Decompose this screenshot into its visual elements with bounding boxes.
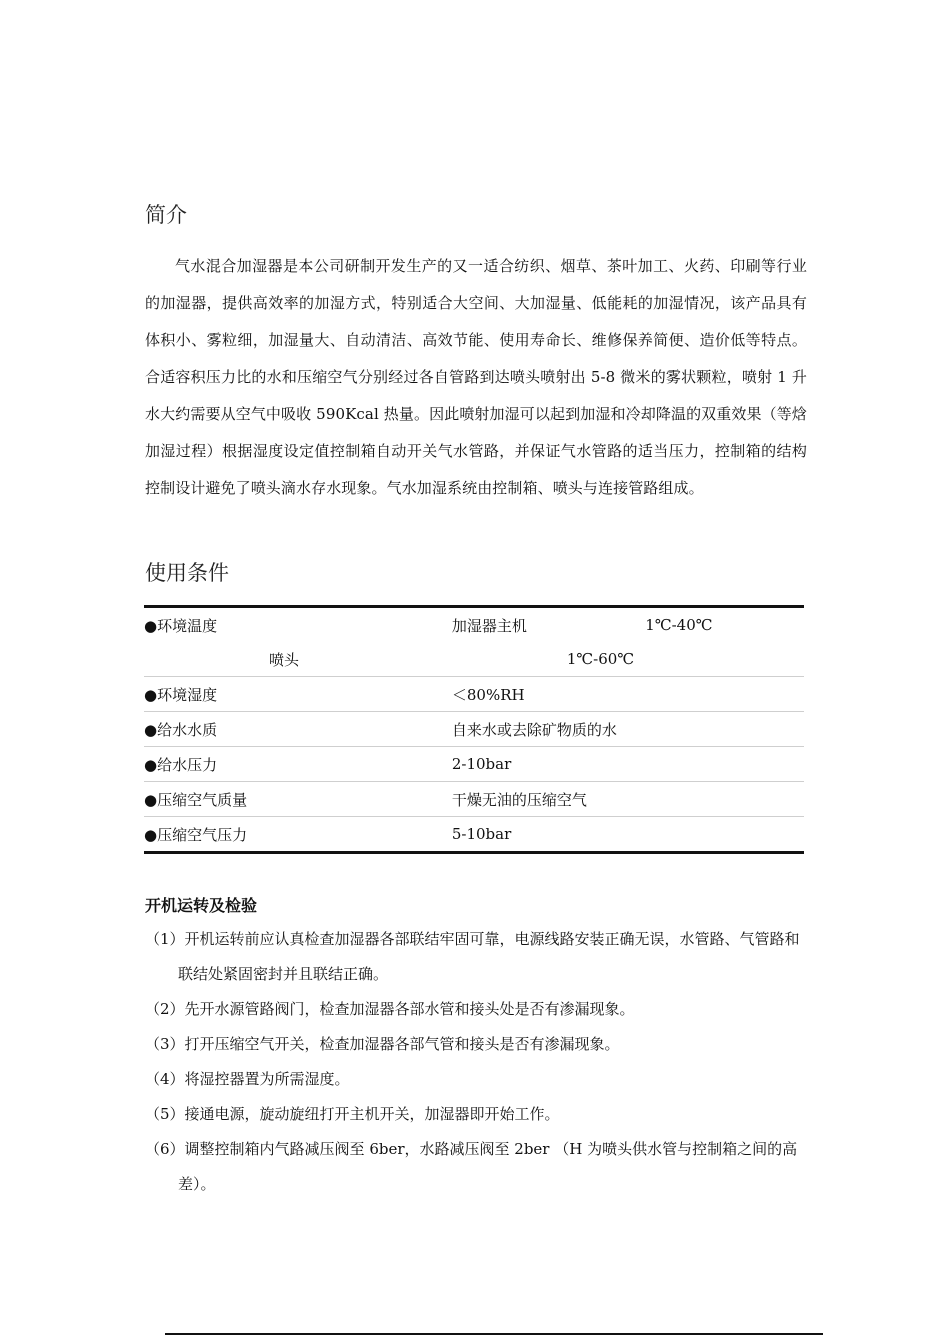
list-item: （4）将湿控器置为所需湿度。: [145, 1070, 350, 1088]
list-item: （2）先开水源管路阀门，检查加湿器各部水管和接头处是否有渗漏现象。: [145, 1000, 635, 1018]
env-temp-label: ●环境温度: [144, 616, 218, 635]
condition-label: ●环境湿度: [144, 677, 452, 712]
table-row: [144, 817, 804, 853]
table-row: [144, 712, 804, 747]
intro-heading: 简介: [145, 203, 187, 227]
conditions-heading: 使用条件: [145, 561, 229, 585]
list-item: （3）打开压缩空气开关，检查加湿器各部气管和接头是否有渗漏现象。: [145, 1035, 620, 1053]
list-item: （5）接通电源，旋动旋纽打开主机开关，加湿器即开始工作。: [145, 1105, 560, 1123]
nozzle-label: 喷头: [144, 642, 452, 677]
table-row: [144, 782, 804, 817]
table-row: [144, 607, 804, 643]
table-row: [144, 677, 804, 712]
condition-value: 干燥无油的压缩空气: [452, 782, 804, 817]
table-row: [144, 642, 804, 677]
nozzle-temp-value: 1℃-60℃: [452, 642, 804, 677]
condition-label: ●给水水质: [144, 712, 452, 747]
condition-value: 5-10bar: [451, 825, 512, 843]
condition-label: ●压缩空气压力: [144, 825, 248, 844]
footer-divider: [165, 1333, 823, 1335]
host-label: 加湿器主机: [451, 616, 527, 635]
intro-paragraph: 气水混合加湿器是本公司研制开发生产的又一适合纺织、烟草、茶叶加工、火药、印刷等行业的加湿器，提供高效率的加湿方式，特别适合大空间、大加湿量、低能耗的加湿情况，该产品具有体积小、雾粒细，加湿量大、自动清洁、高效节能、使用寿命长、维修保养简便、造价低等特点。合适容积压力比的水和压缩空气分别经过各自管路到达喷头喷射出 5-8 微米的雾状颗粒，喷射 1 升水大约需要从空气中吸收 590Kcal 热量。因此喷射加湿可以起到加湿和冷却降温的双重效果（等焓加湿过程）根据湿度设定值控制箱自动开关气水管路，并保证气水管路的适当压力，控制箱的结构控制设计避免了喷头滴水存水现象。气水加湿系统由控制箱、喷头与连接管路组成。: [145, 257, 807, 497]
startup-heading: 开机运转及检验: [145, 896, 258, 915]
list-item: （6）调整控制箱内气路减压阀至 6ber，水路减压阀至 2ber （H 为喷头供水管与控制箱之间的高差）。: [145, 1140, 798, 1193]
host-temp-value: 1℃-40℃: [645, 616, 713, 634]
list-item: （1）开机运转前应认真检查加湿器各部联结牢固可靠，电源线路安装正确无误，水管路、气管路和联结处紧固密封并且联结正确。: [145, 930, 800, 983]
condition-value: 2-10bar: [452, 747, 804, 782]
condition-label: ●压缩空气质量: [144, 782, 452, 817]
startup-steps-list: [145, 922, 810, 1202]
conditions-table: [144, 605, 804, 854]
condition-value: 自来水或去除矿物质的水: [452, 712, 804, 747]
table-row: [144, 747, 804, 782]
condition-label: ●给水压力: [144, 747, 452, 782]
condition-value: ＜80%RH: [452, 677, 804, 712]
